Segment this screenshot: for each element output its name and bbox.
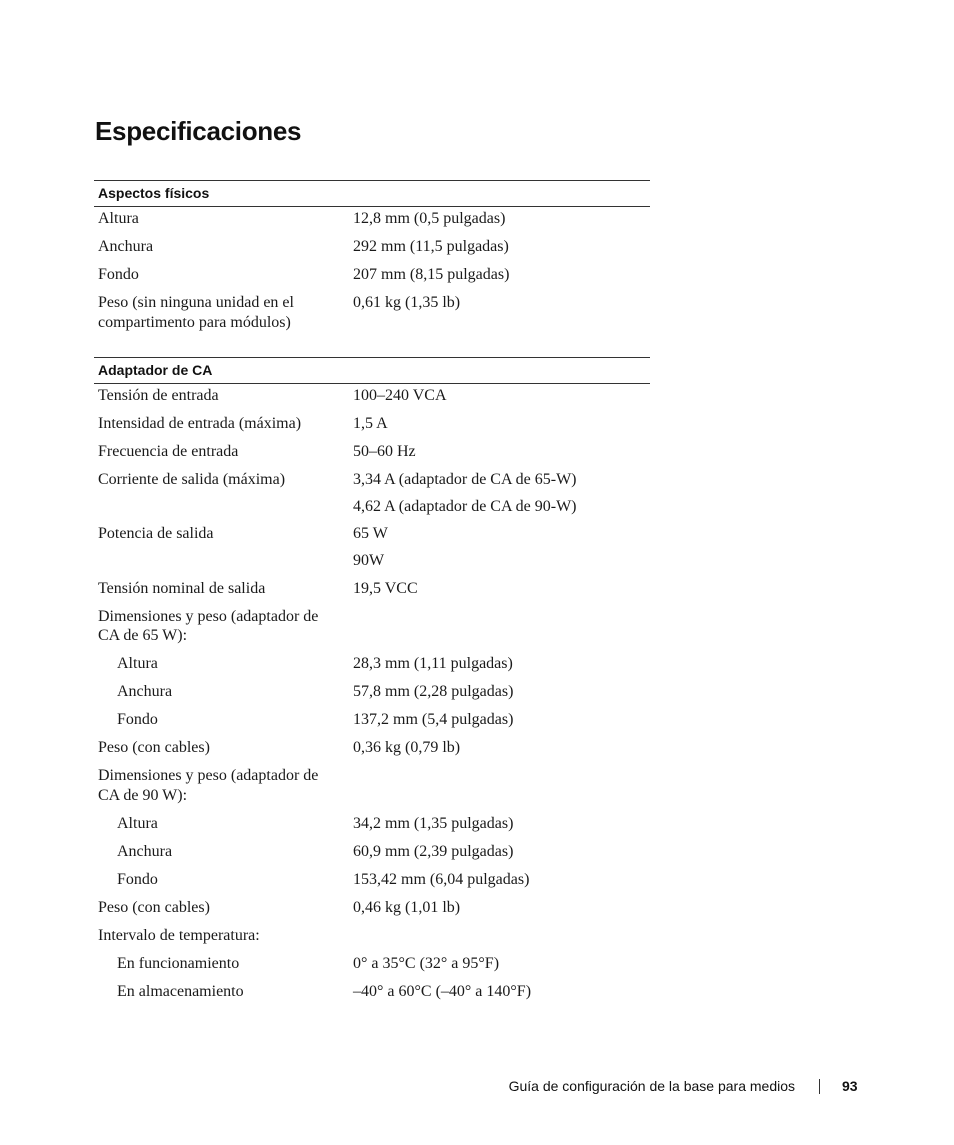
spec-value: 292 mm (11,5 pulgadas) [353, 238, 509, 255]
page-title: Especificaciones [95, 116, 302, 146]
spec-value: 60,9 mm (2,39 pulgadas) [353, 842, 514, 860]
spec-row [94, 386, 650, 406]
spec-row [94, 926, 650, 946]
spec-label: Anchura [117, 842, 173, 860]
spec-row [94, 898, 650, 918]
spec-label: Dimensiones y peso (adaptador de CA de 65 W): [98, 607, 319, 644]
spec-value: 0° a 35°C (32° a 95°F) [353, 954, 500, 972]
spec-label: Intervalo de temperatura: [98, 926, 260, 944]
spec-row [94, 265, 650, 285]
spec-label: Tensión nominal de salida [98, 579, 266, 597]
spec-value: 0,36 kg (0,79 lb) [353, 739, 461, 756]
spec-label: Frecuencia de entrada [98, 442, 239, 460]
spec-value: –40° a 60°C (–40° a 140°F) [353, 982, 532, 1000]
spec-label: Corriente de salida (máxima) [98, 470, 286, 488]
spec-row [94, 551, 650, 571]
footer-divider [819, 1079, 820, 1094]
spec-value: 34,2 mm (1,35 pulgadas) [353, 814, 514, 832]
spec-label: Altura [117, 814, 158, 832]
spec-label: Altura [117, 655, 158, 672]
section-adaptador-ca [94, 357, 650, 1026]
spec-label: Fondo [98, 266, 139, 283]
spec-value: 57,8 mm (2,28 pulgadas) [353, 683, 514, 700]
section-heading: Adaptador de CA [94, 357, 650, 384]
spec-row [94, 607, 650, 646]
spec-row [94, 524, 650, 544]
spec-value: 4,62 A (adaptador de CA de 90-W) [353, 497, 577, 515]
spec-label: Anchura [98, 238, 154, 255]
spec-value: 90W [353, 551, 385, 569]
spec-value: 65 W [353, 524, 388, 542]
spec-row [94, 710, 650, 730]
spec-value: 12,8 mm (0,5 pulgadas) [353, 210, 506, 227]
spec-value: 207 mm (8,15 pulgadas) [353, 266, 510, 283]
spec-row [94, 982, 650, 1002]
spec-label: Fondo [117, 870, 158, 888]
spec-table [94, 180, 650, 1026]
spec-row [94, 497, 650, 517]
spec-row [94, 654, 650, 674]
spec-row [94, 293, 650, 332]
spec-value: 3,34 A (adaptador de CA de 65-W) [353, 470, 577, 488]
spec-label: Peso (con cables) [98, 739, 210, 756]
spec-label: Anchura [117, 683, 173, 700]
spec-row [94, 414, 650, 434]
spec-label: Fondo [117, 711, 158, 728]
spec-value: 153,42 mm (6,04 pulgadas) [353, 870, 530, 888]
spec-row [94, 954, 650, 974]
spec-value: 19,5 VCC [353, 579, 418, 597]
spec-label: Intensidad de entrada (máxima) [98, 414, 302, 432]
spec-row [94, 766, 650, 805]
spec-value: 0,46 kg (1,01 lb) [353, 898, 461, 916]
spec-row [94, 579, 650, 599]
spec-row [94, 682, 650, 702]
spec-row [94, 870, 650, 890]
spec-label: Peso (sin ninguna unidad en el compartimento para módulos) [98, 294, 294, 331]
section-heading: Aspectos físicos [94, 180, 650, 207]
spec-label: Peso (con cables) [98, 898, 210, 916]
spec-label: Tensión de entrada [98, 386, 219, 404]
spec-value: 1,5 A [353, 414, 388, 432]
spec-label: Potencia de salida [98, 524, 214, 542]
spec-row [94, 442, 650, 462]
spec-row [94, 470, 650, 490]
spec-label: Dimensiones y peso (adaptador de CA de 90 W): [98, 767, 319, 804]
spec-label: Altura [98, 210, 139, 227]
spec-row [94, 209, 650, 229]
section-aspectos-fisicos [94, 180, 650, 357]
footer-guide-title: Guía de configuración de la base para medios [508, 1078, 795, 1094]
spec-label: En almacenamiento [117, 982, 244, 1000]
page-number: 93 [842, 1078, 858, 1094]
spec-value: 28,3 mm (1,11 pulgadas) [353, 655, 513, 672]
spec-row [94, 842, 650, 862]
spec-value: 137,2 mm (5,4 pulgadas) [353, 711, 514, 728]
spec-value: 100–240 VCA [353, 386, 447, 404]
spec-value: 50–60 Hz [353, 442, 416, 460]
spec-row [94, 237, 650, 257]
spec-value: 0,61 kg (1,35 lb) [353, 294, 461, 311]
spec-label: En funcionamiento [117, 954, 240, 972]
spec-row [94, 738, 650, 758]
spec-row [94, 814, 650, 834]
